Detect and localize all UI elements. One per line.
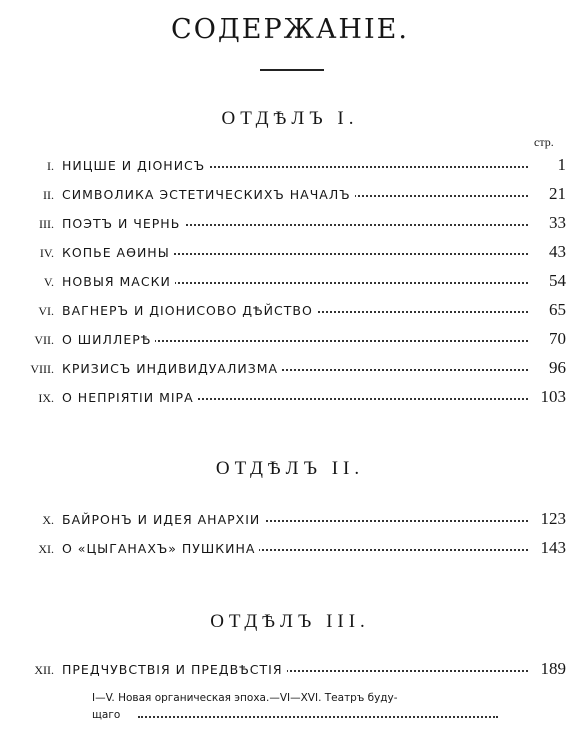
entry-number: III. <box>39 217 54 231</box>
entry-title: ВАГНЕРЪ И ДІОНИСОВО ДѢЙСТВО <box>62 303 317 318</box>
entry-number: XII. <box>34 663 54 677</box>
entry-title: О ШИЛЛЕРѢ <box>62 332 155 347</box>
entry-title: СИМВОЛИКА ЭСТЕТИЧЕСКИХЪ НАЧАЛЪ <box>62 187 355 202</box>
entry-number: V. <box>43 275 54 289</box>
entry-page: 189 <box>540 659 566 678</box>
entry-page: 54 <box>549 271 566 290</box>
entry-title: БАЙРОНЪ И ИДЕЯ АНАРХІИ <box>62 512 264 527</box>
entry-number: VII. <box>34 333 54 347</box>
section-heading-1: ОТДѢЛЪ I. <box>221 108 359 129</box>
page-title: СОДЕРЖАНІЕ. <box>171 14 409 45</box>
pages-column-header: стр. <box>534 135 554 149</box>
section-heading-2: ОТДѢЛЪ II. <box>215 458 365 479</box>
entry-title: НОВЫЯ МАСКИ <box>62 274 175 289</box>
entry-title: КОПЬЕ АѲИНЫ <box>62 245 174 260</box>
toc-entry[interactable] <box>0 212 580 238</box>
entry-page: 103 <box>540 387 566 406</box>
entry-page: 96 <box>549 358 566 377</box>
entry-number: I. <box>47 159 54 173</box>
toc-entry[interactable] <box>0 183 580 209</box>
toc-entry[interactable] <box>0 270 580 296</box>
entry-page: 21 <box>549 184 566 203</box>
toc-entry[interactable] <box>0 328 580 354</box>
title-divider <box>260 69 324 71</box>
dot-leader <box>138 716 498 718</box>
section-heading-3: ОТДѢЛЪ III. <box>210 611 370 632</box>
entry-title: КРИЗИСЪ ИНДИВИДУАЛИЗМА <box>62 361 282 376</box>
entry-title: ПОЭТЪ И ЧЕРНЬ <box>62 216 184 231</box>
entry-title: ПРЕДЧУВСТВІЯ И ПРЕДВѢСТІЯ <box>62 662 287 677</box>
toc-entry[interactable] <box>0 386 580 412</box>
entry-number: II. <box>43 188 54 202</box>
entry-number: X. <box>42 513 54 527</box>
entry-page: 43 <box>549 242 566 261</box>
footnote-line-1: I—V. Новая органическая эпоха.—VI—XVI. Театръ буду- <box>92 692 398 704</box>
toc-entry[interactable] <box>0 537 580 563</box>
toc-entry[interactable] <box>0 508 580 534</box>
entry-title: О НЕПРІЯТІИ МІРА <box>62 390 198 405</box>
entry-page: 123 <box>540 509 566 528</box>
toc-entry[interactable] <box>0 357 580 383</box>
toc-entry[interactable] <box>0 299 580 325</box>
entry-page: 70 <box>549 329 566 348</box>
entry-page: 143 <box>540 538 566 557</box>
entry-page: 33 <box>549 213 566 232</box>
footnote-line-2: щаго <box>92 709 121 721</box>
entry-number: IX. <box>38 391 54 405</box>
entry-number: VIII. <box>30 362 54 376</box>
entry-number: VI. <box>38 304 54 318</box>
entry-number: XI. <box>38 542 54 556</box>
footnote <box>92 690 512 724</box>
entry-title: О «ЦЫГАНАХЪ» ПУШКИНА <box>62 541 259 556</box>
toc-entry[interactable] <box>0 154 580 180</box>
toc-entry[interactable] <box>0 241 580 267</box>
entry-number: IV. <box>39 246 54 260</box>
entry-page: 1 <box>557 155 566 174</box>
toc-entry[interactable] <box>0 658 580 684</box>
entry-title: НИЦШЕ И ДІОНИСЪ <box>62 158 209 173</box>
entry-page: 65 <box>549 300 566 319</box>
